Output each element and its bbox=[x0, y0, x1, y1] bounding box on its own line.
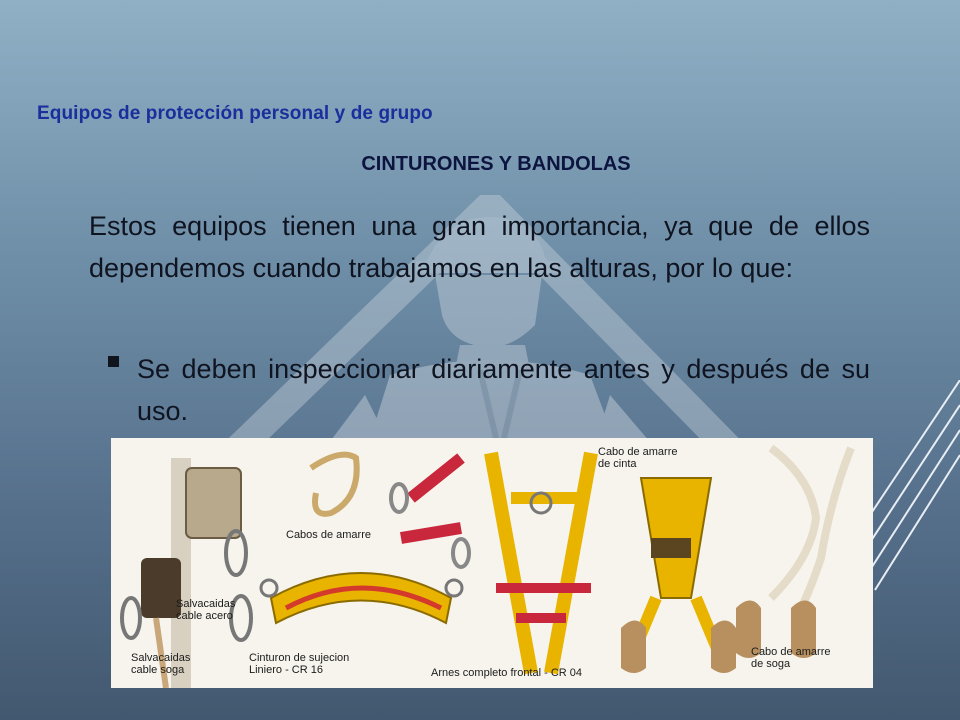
caption-cabo-cinta: Cabo de amarre de cinta bbox=[598, 446, 678, 470]
rope-lanyard-icon bbox=[801, 448, 851, 608]
caption-salvacaidas-acero: Salvacaidas cable acero bbox=[176, 598, 236, 622]
intro-paragraph: Estos equipos tienen una gran importancia, ya que de ellos dependemos cuando trabajamos en las alturas, por lo que: bbox=[89, 211, 870, 283]
caption-cabos-amarre: Cabos de amarre bbox=[286, 529, 371, 541]
lanyard-icon bbox=[311, 455, 357, 514]
bullet-item bbox=[108, 348, 870, 432]
harness-strap-icon bbox=[551, 453, 591, 673]
rope-lanyard-icon bbox=[771, 448, 816, 598]
caption-cinturon: Cinturon de sujecion Liniero - CR 16 bbox=[249, 652, 350, 676]
lanyard-strap-icon bbox=[401, 528, 461, 538]
snap-hook-icon bbox=[711, 621, 736, 674]
carabiner-icon bbox=[122, 598, 140, 638]
bullet-text: Se deben inspeccionar diariamente antes y después de su uso. bbox=[137, 354, 870, 426]
carabiner-icon bbox=[453, 539, 469, 567]
section-title: CINTURONES Y BANDOLAS bbox=[361, 153, 631, 175]
rope-grab-device-icon bbox=[186, 468, 241, 538]
caption-cabo-soga: Cabo de amarre de soga bbox=[751, 646, 831, 670]
caption-salvacaidas-soga: Salvacaidas cable soga bbox=[131, 652, 191, 676]
square-bullet-icon bbox=[108, 356, 119, 367]
carabiner-icon bbox=[391, 484, 407, 512]
caption-arnes: Arnes completo frontal - CR 04 bbox=[431, 667, 583, 679]
corner-stripes-decoration bbox=[870, 380, 960, 600]
equipment-photo bbox=[111, 438, 873, 688]
rope-grab-device-icon bbox=[141, 558, 181, 618]
header-title: Equipos de protección personal y de grupo bbox=[37, 103, 433, 124]
snap-hook-icon bbox=[621, 621, 646, 674]
harness-strap-icon bbox=[491, 453, 531, 673]
lanyard-strap-icon bbox=[411, 458, 461, 498]
